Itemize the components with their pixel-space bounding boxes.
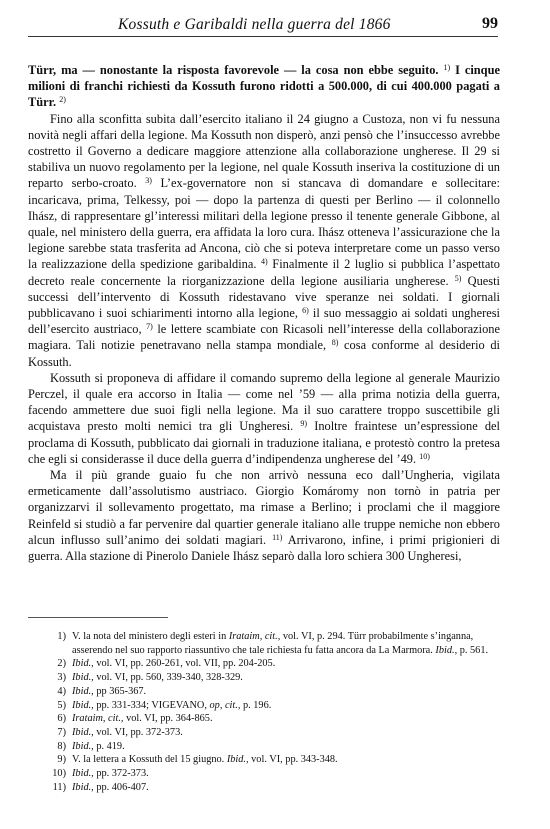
running-title: Kossuth e Garibaldi nella guerra del 1866 [118, 16, 391, 33]
footnote-ref: 9) [300, 419, 308, 429]
footnote-ref: 3) [145, 176, 152, 186]
text-span: Questi successi dell’intervento di Kossuth ridestavano vive speranze nei soldati. I giornali pubblicavano i suoi schiarimenti intorno alla legione, [28, 273, 500, 321]
footnote [28, 740, 500, 754]
footnote-text [72, 740, 500, 754]
footnote-number: 10) [52, 768, 66, 780]
footnote-number: 3) [57, 672, 66, 684]
footnote-ref: 8) [331, 338, 339, 348]
text-span: Arrivarono, infine, i primi prigionieri di guerra. Alla stazione di Pinerolo Daniele Ihász separò dalla loro schiera 300 Ungheresi, [28, 532, 500, 564]
footnote-number: 9) [57, 754, 66, 766]
footnote-number: 1) [57, 631, 66, 642]
paragraph [28, 111, 500, 370]
footnote-segment: pp. 372-373. [96, 768, 149, 780]
footnote-text [72, 699, 500, 713]
footnote-segment: pp 365-367. [96, 685, 147, 697]
footnote-number: 8) [57, 740, 66, 752]
footnote-ref: 2) [59, 95, 66, 105]
footnote-source: Ibid., [72, 726, 94, 738]
footnote-text [72, 712, 500, 726]
footnote-text [72, 781, 500, 795]
footnote-segment: pp. 331-334; VIGEVANO, [96, 699, 207, 711]
text-span: cosa conforme al desiderio di Kossuth. [28, 338, 500, 369]
footnote-source: Ibid., [72, 685, 94, 697]
footnote-number: 4) [57, 685, 66, 697]
footnote-text [72, 753, 500, 767]
footnote-source: op, cit., [209, 699, 241, 711]
footnote-text [72, 726, 500, 740]
footnote-number: 5) [57, 699, 66, 711]
footnote-source: Ibid., [72, 658, 94, 670]
footnote-segment: V. la lettera a Kossuth del 15 giugno. [72, 754, 225, 766]
footnote-segment: vol. VI, pp. 372-373. [96, 726, 183, 738]
footnote-segment: vol. VI, pp. 343-348. [251, 754, 338, 766]
text-span: Fino alla sconfitta subita dall’esercito italiano il 24 giugno a Custoza, non vi fu nessuna novità negli affari della legione. Ma Kossuth non disperò, anzi pensò che l’insuccesso avrebbe costretto il Governo a dedicare maggiore attenzione alla collaborazione ungherese. Il 29 si stabiliva un nuovo regolamento per la legione, nel quale Kossuth inseriva la costituzione di un reparto serbo-croato. [28, 111, 500, 191]
footnote-ref: 11) [272, 532, 283, 542]
footnote-ref: 1) [443, 63, 451, 72]
footnote-text [72, 630, 500, 657]
footnote-source: Ibid., [72, 672, 94, 684]
text-span: le lettere scambiate con Ricasoli nell’interesse della collaborazione magiara. Tali notizie penetravano nella stampa mondiale, [28, 322, 500, 353]
footnote-source: Ibid., [72, 768, 94, 780]
footnote-number: 11) [52, 781, 66, 793]
paragraph [28, 467, 500, 564]
text-bold: I cinque milioni di franchi richiesti da Kossuth furono ridotti a 500.000, di cui 400.000 pagati a Türr. [28, 63, 500, 110]
footnote-source: Ibid., [72, 740, 94, 752]
footnote-ref: 6) [302, 306, 309, 316]
paragraph [28, 62, 500, 111]
footnote-ref: 7) [146, 322, 153, 332]
paragraph [28, 370, 500, 467]
footnote [28, 630, 500, 657]
footnote [28, 781, 500, 795]
footnote-text [72, 671, 500, 685]
footnote-ref: 10) [419, 451, 430, 461]
footnote-source: Ibid., [435, 644, 458, 656]
text-span: Inoltre fraintese un’espressione del proclama di Kossuth, pubblicato dai giornali in traduzione italiana, e protestò contro la pretesa che egli si considerasse il duce della guerra d’indipendenza ungherese del ’49. [28, 419, 501, 466]
text-span: L’ex-governatore non si stancava di domandare e sollecitare: incaricava, prima, Telkessy, poi — dopo la partenza di questi per Berlino — il colonnello Ihász, di rappresentare gl’interessi militari della legione presso il tenente generale Gibbone, al quale, nel ministero della guerra, era affidata la loro cura. Ihász otteneva l’assicurazione che la legione sarebbe stata trasferita ad Ancona, ciò che si poteva interpretare come un passo verso la realizzazione della spedizione garibaldina. [28, 176, 500, 272]
footnote-text [72, 767, 500, 781]
footnote [28, 657, 500, 671]
footnote-segment: V. la nota del ministero degli esteri in [72, 631, 227, 642]
footnotes [28, 630, 500, 794]
footnote-segment: p. 196. [242, 699, 272, 711]
footnote-source: Irataim, cit., [228, 631, 281, 642]
text-bold: Türr, ma — nonostante la risposta favorevole — la cosa non ebbe seguito. [28, 63, 439, 77]
footnote-number: 2) [57, 658, 66, 670]
footnote-source: Irataim, cit., [72, 713, 124, 725]
footnote-segment: p. 561. [459, 644, 489, 656]
footnote [28, 726, 500, 740]
footnote-source: Ibid., [226, 754, 249, 766]
footnote [28, 671, 500, 685]
footnote-segment: pp. 406-407. [96, 781, 149, 793]
footnote-segment: p. 419. [96, 740, 125, 752]
footnote [28, 699, 500, 713]
footnote-ref: 5) [454, 273, 462, 283]
footnote-segment: vol. VI, p. 294. Türr probabilmente s’inganna, asserendo nel suo rapporto riassuntivo che tale richiesta fu fatta ancora da La Marmora. [72, 631, 474, 656]
footnote [28, 712, 500, 726]
footnote-source: Ibid., [72, 699, 94, 711]
main-text [28, 62, 500, 564]
footnote-source: Ibid., [72, 781, 94, 793]
page-number: 99 [482, 15, 498, 32]
footnote-segment: vol. VI, pp. 560, 339-340, 328-329. [96, 672, 243, 684]
footnote [28, 767, 500, 781]
footnote-segment: vol. VI, pp. 260-261, vol. VII, pp. 204-205. [96, 658, 276, 670]
text-span: il suo messaggio ai soldati ungheresi dell’esercito austriaco, [28, 306, 500, 337]
footnote-text [72, 657, 500, 671]
footnote-number: 6) [57, 713, 66, 725]
footnote-segment: vol. VI, pp. 364-865. [126, 713, 213, 725]
text-span: Ma il più grande guaio fu che non arrivò nessuna eco dall’Ungheria, vigilata ermeticamente dall’assolutismo austriaco. Giorgio Komáromy non tornò in patria per organizzarvi il sollevamento progettato, ma rimase a Berlino; i proclami che il maggiore Reinfeld si studiò a far pervenire dal quartier generale italiano alle truppe nemiche non ebbero alcun influsso sull’animo dei soldati magiari. [28, 468, 500, 547]
footnote-ref: 4) [261, 257, 268, 267]
footnote-rule [28, 617, 168, 618]
footnote [28, 685, 500, 699]
running-header [28, 14, 498, 37]
footnote-number: 7) [57, 726, 66, 738]
footnote-text [72, 685, 500, 699]
text-span: Kossuth si proponeva di affidare il comando supremo della legione al generale Maurizio Perczel, il quale era accorso in Italia — come nel ’59 — alla prima notizia della guerra, facendo ammettere due suoi figli nella legione. Ma il suo carattere troppo suscettibile gli acquistava presto molti nemici tra gli Ungheresi. [28, 370, 500, 434]
text-span: Finalmente il 2 luglio si pubblica l’aspettato decreto reale concernente la riorganizzazione della legione ausiliaria ungherese. [28, 257, 500, 288]
footnote [28, 753, 500, 767]
